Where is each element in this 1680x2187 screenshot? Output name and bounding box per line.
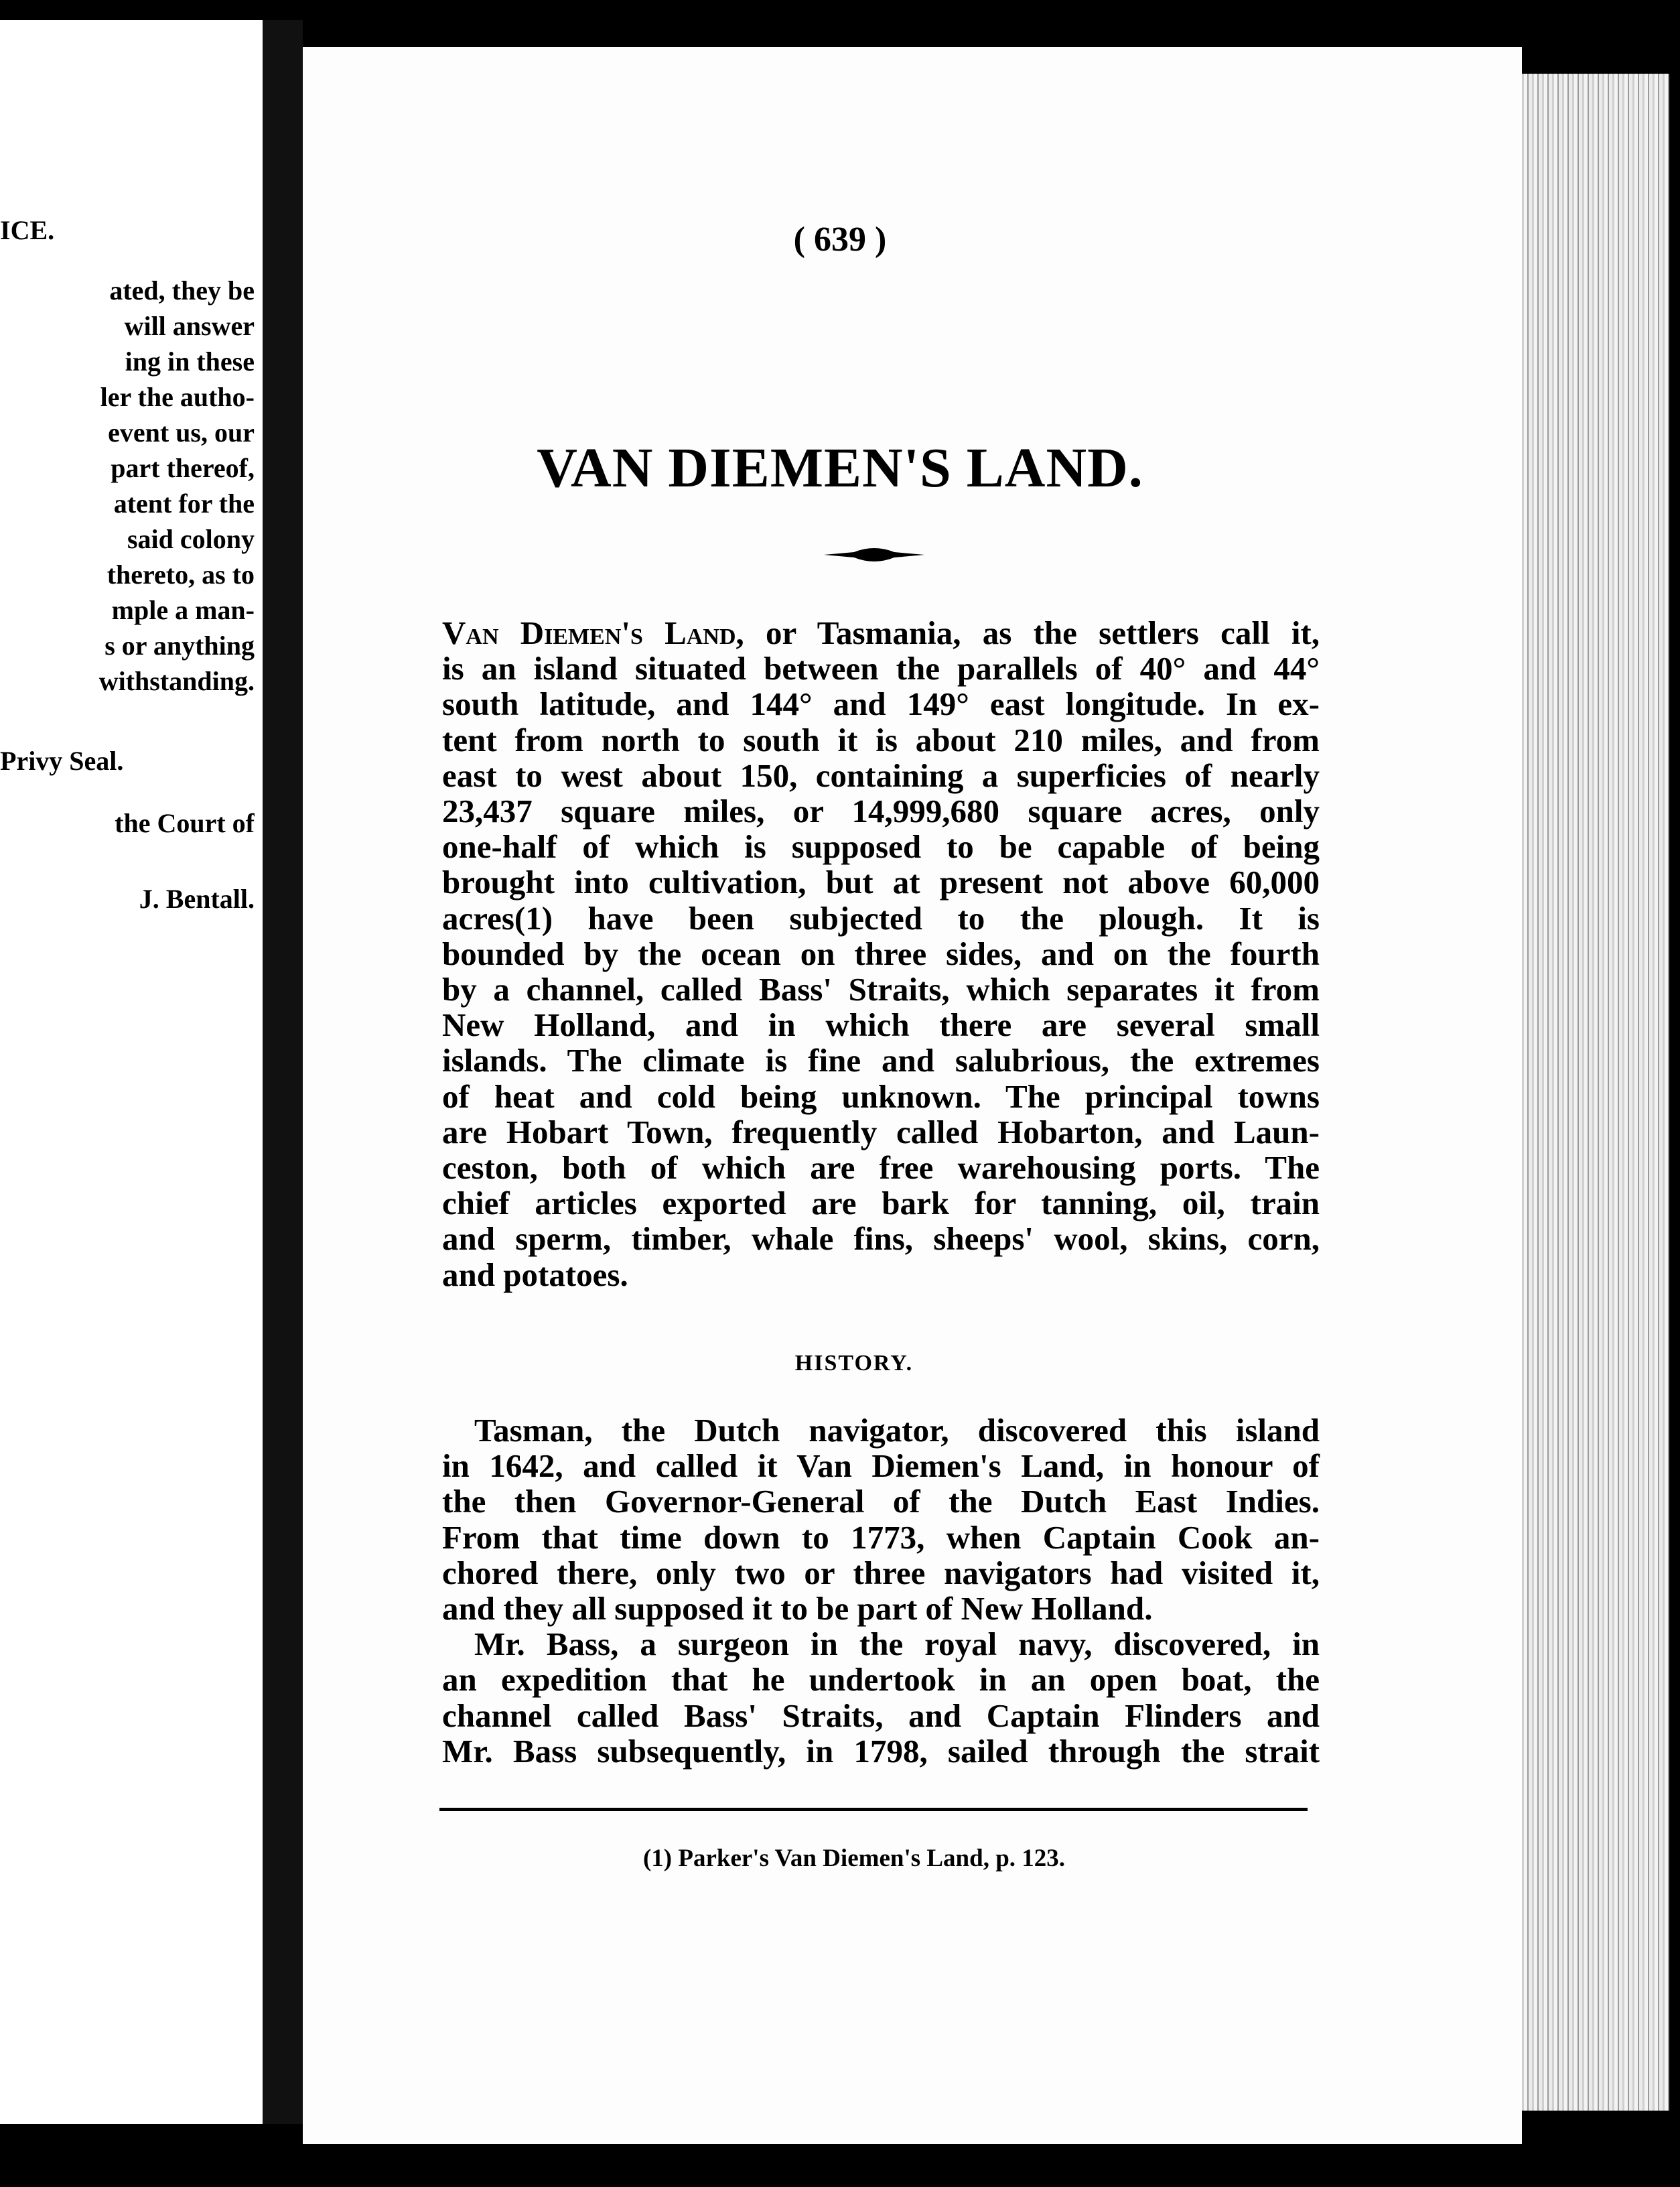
intro-paragraph <box>442 615 1320 1293</box>
text-line: Mr. Bass subsequently, in 1798, sailed through the strait <box>442 1732 1320 1770</box>
previous-page-line: Privy Seal. <box>0 746 124 776</box>
text-line: is an island situated between the parallels of 40° and 44° <box>442 650 1320 687</box>
text-line: islands. The climate is fine and salubrious, the extremes <box>442 1042 1320 1079</box>
page-number: ( 639 ) <box>793 220 887 259</box>
text-line: by a channel, called Bass' Straits, which separates it from <box>442 971 1320 1008</box>
previous-page-line: ler the autho- <box>100 382 255 412</box>
text-line: chief articles exported are bark for tanning, oil, train <box>442 1185 1320 1222</box>
text-line: channel called Bass' Straits, and Captain Flinders and <box>442 1697 1320 1734</box>
previous-page-line: withstanding. <box>98 666 255 696</box>
previous-page-line: ing in these <box>125 346 255 377</box>
text-line <box>442 615 1320 651</box>
previous-page-line: said colony <box>127 524 255 554</box>
page-edges <box>1522 74 1669 2111</box>
text-line: the then Governor-General of the Dutch East Indies. <box>442 1483 1320 1520</box>
previous-page-line: event us, our <box>108 417 255 448</box>
text-line: and potatoes. <box>442 1256 628 1293</box>
previous-page-line: the Court of <box>115 808 255 838</box>
text-line: of heat and cold being unknown. The principal towns <box>442 1077 1320 1115</box>
text-line: From that time down to 1773, when Captain Cook an- <box>442 1518 1320 1556</box>
previous-page-line: atent for the <box>113 488 255 519</box>
history-paragraphs <box>442 1412 1320 1769</box>
footnote-rule <box>439 1808 1308 1811</box>
text-line-rest: or Tasmania, as the settlers call it, <box>744 614 1320 651</box>
previous-page-line: thereto, as to <box>107 559 255 590</box>
text-line: and they all supposed it to be part of New Holland. <box>442 1590 1153 1628</box>
text-line: Mr. Bass, a surgeon in the royal navy, discovered, in <box>474 1626 1320 1663</box>
ornament-divider <box>824 541 924 568</box>
previous-page-line: will answer <box>124 311 255 341</box>
previous-page-line: ated, they be <box>109 275 255 306</box>
text-line: bounded by the ocean on three sides, and on the fourth <box>442 935 1320 972</box>
text-line: one-half of which is supposed to be capable of being <box>442 828 1320 866</box>
text-line: an expedition that he undertook in an open boat, the <box>442 1661 1320 1699</box>
previous-page-fragment <box>0 20 263 2124</box>
text-line: south latitude, and 144° and 149° east longitude. In ex- <box>442 685 1320 723</box>
lead-in-smallcaps: Van Diemen's Land, <box>442 614 744 651</box>
previous-page-line: part thereof, <box>111 453 255 483</box>
book-gutter <box>263 20 303 2124</box>
footnote: (1) Parker's Van Diemen's Land, p. 123. <box>642 1845 1066 1872</box>
text-line: chored there, only two or three navigators had visited it, <box>442 1554 1320 1591</box>
section-heading: HISTORY. <box>794 1351 914 1376</box>
text-line: New Holland, and in which there are several small <box>442 1006 1320 1044</box>
previous-page-line: ICE. <box>0 215 55 245</box>
previous-page-line: s or anything <box>104 631 255 661</box>
text-line: in 1642, and called it Van Diemen's Land, in honour of <box>442 1447 1320 1485</box>
text-line: brought into cultivation, but at present not above 60,000 <box>442 864 1320 901</box>
text-line: Tasman, the Dutch navigator, discovered this island <box>474 1412 1320 1449</box>
page-title: VAN DIEMEN'S LAND. <box>537 437 1143 499</box>
text-line: 23,437 square miles, or 14,999,680 square acres, only <box>442 793 1320 830</box>
text-line: acres(1) have been subjected to the plough. It is <box>442 899 1320 937</box>
previous-page-line: J. Bentall. <box>139 884 255 914</box>
text-line: are Hobart Town, frequently called Hobarton, and Laun- <box>442 1113 1320 1150</box>
text-line: ceston, both of which are free warehousing ports. The <box>442 1149 1320 1187</box>
text-line: and sperm, timber, whale fins, sheeps' wool, skins, corn, <box>442 1220 1320 1258</box>
text-line: east to west about 150, containing a superficies of nearly <box>442 756 1320 794</box>
text-line: tent from north to south it is about 210 miles, and from <box>442 721 1320 758</box>
previous-page-line: mple a man- <box>111 595 255 625</box>
